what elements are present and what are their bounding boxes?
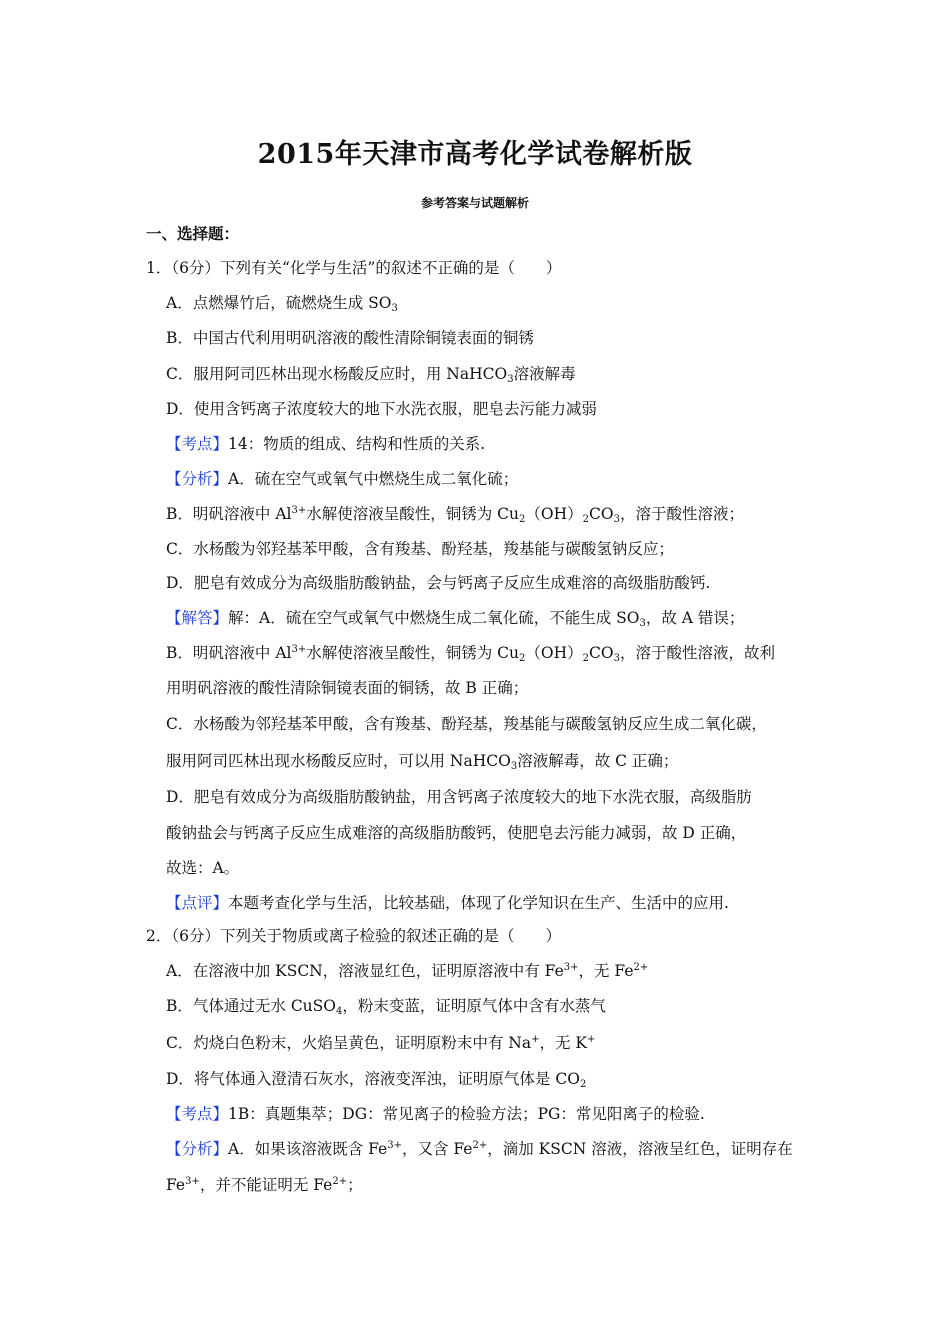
q1-jieda-c2: 服用阿司匹林出现水杨酸反应时，可以用 NaHCO$_3$溶液解毒，故 C 正确； xyxy=(166,752,679,772)
q2-option-d: D．将气体通入澄清石灰水，溶液变浑浊，证明原气体是 $CO_2$ xyxy=(166,1070,587,1090)
q2-option-a: A．在溶液中加 KSCN，溶液显红色，证明原溶液中有 $Fe^{3+}$，无 $Fe^{2+}$ xyxy=(166,962,649,980)
q1-fenxi-c: C．水杨酸为邻羟基苯甲酸，含有羧基、酚羟基，羧基能与碳酸氢钠反应； xyxy=(166,540,674,558)
q1-stem: 1．（6分）下列有关“化学与生活”的叙述不正确的是（ ） xyxy=(146,259,562,277)
q1-jieda-end: 故选：A。 xyxy=(166,859,240,877)
q1-jieda-c1: C．水杨酸为邻羟基苯甲酸，含有羧基、酚羟基，羧基能与碳酸氢钠反应生成二氧化碳， xyxy=(166,715,767,733)
q1-option-b: B．中国古代利用明矾溶液的酸性清除铜镜表面的铜锈 xyxy=(166,329,534,347)
q2-fenxi-a2: $Fe^{3+}$，并不能证明无 $Fe^{2+}$； xyxy=(166,1176,363,1194)
q1-jieda-a: 【解答】解：A．硫在空气或氧气中燃烧生成二氧化硫，不能生成 $SO_3$，故 A 错误； xyxy=(166,609,745,629)
q1-fenxi-a: 【分析】A．硫在空气或氧气中燃烧生成二氧化硫； xyxy=(166,470,519,488)
q1-jieda-d1: D．肥皂有效成分为高级脂肪酸钠盐，用含钙离子浓度较大的地下水洗衣服，高级脂肪 xyxy=(166,788,752,806)
document-subtitle: 参考答案与试题解析 xyxy=(420,196,529,210)
q2-option-b: B．气体通过无水 CuSO$_4$，粉末变蓝，证明原气体中含有水蒸气 xyxy=(166,997,606,1017)
q2-fenxi-a: 【分析】A．如果该溶液既含 $Fe^{3+}$，又含 $Fe^{2+}$，滴加 KSCN 溶液，溶液呈红色，证明存在 xyxy=(166,1140,793,1158)
q1-jieda-b: B．明矾溶液中 $Al^{3+}$水解使溶液呈酸性，铜锈为 $Cu_2(OH)_2CO_3$，溶于酸性溶液，故利 xyxy=(166,644,775,664)
section-heading: 一、选择题： xyxy=(146,224,240,243)
q1-kaodian: 【考点】14：物质的组成、结构和性质的关系. xyxy=(166,435,486,453)
q1-fenxi-b: B．明矾溶液中 $Al^{3+}$水解使溶液呈酸性，铜锈为 $Cu_2(OH)_2CO_3$，溶于酸性溶液； xyxy=(166,505,744,525)
q2-kaodian: 【考点】1B：真题集萃；DG：常见离子的检验方法；PG：常见阳离子的检验. xyxy=(166,1105,705,1123)
q2-stem: 2．（6分）下列关于物质或离子检验的叙述正确的是（ ） xyxy=(146,927,561,945)
fenxi-tag: 【分析】 xyxy=(166,470,229,488)
dianping-tag: 【点评】 xyxy=(166,894,229,912)
q1-option-c: C．服用阿司匹林出现水杨酸反应时，用 NaHCO$_3$溶液解毒 xyxy=(166,365,576,385)
kaodian-tag: 【考点】 xyxy=(166,435,229,453)
kaodian-tag: 【考点】 xyxy=(166,1105,229,1123)
q1-option-d: D．使用含钙离子浓度较大的地下水洗衣服，肥皂去污能力减弱 xyxy=(166,400,597,418)
q2-option-c: C．灼烧白色粉末，火焰呈黄色，证明原粉末中有 Na+，无 K+ xyxy=(166,1034,596,1052)
document-title: 2015年天津市高考化学试卷解析版 xyxy=(257,139,693,170)
q1-fenxi-d: D．肥皂有效成分为高级脂肪酸钠盐，会与钙离子反应生成难溶的高级脂肪酸钙. xyxy=(166,574,711,592)
q1-option-a: A．点燃爆竹后，硫燃烧生成 $SO_3$ xyxy=(166,294,398,314)
jieda-tag: 【解答】 xyxy=(166,609,229,627)
q1-jieda-d2: 酸钠盐会与钙离子反应生成难溶的高级脂肪酸钙，使肥皂去污能力减弱，故 D 正确， xyxy=(166,824,747,842)
q1-jieda-b2: 用明矾溶液的酸性清除铜镜表面的铜锈，故 B 正确； xyxy=(166,679,529,697)
fenxi-tag: 【分析】 xyxy=(166,1140,229,1158)
q1-dianping: 【点评】本题考查化学与生活，比较基础，体现了化学知识在生产、生活中的应用. xyxy=(166,894,729,912)
